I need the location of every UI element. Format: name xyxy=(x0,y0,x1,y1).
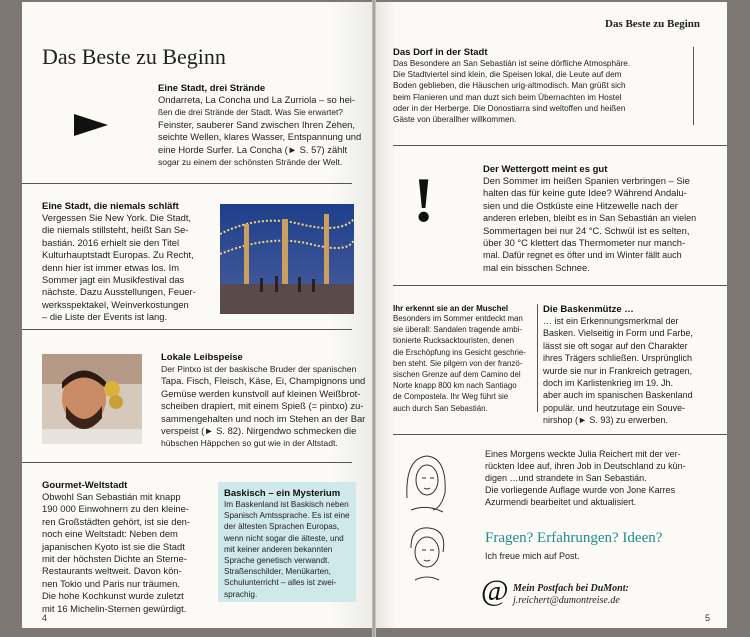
exclamation-mark: ! xyxy=(413,164,435,235)
section-heading: Die Baskenmütze … xyxy=(543,304,634,315)
bridge-night-photo xyxy=(220,204,354,314)
section-body: Besonders im Sommer entdeckt man sie überall: Sandalen tragende ambi- tionierte Rucksacktouristen, denen die Erschöpfung ins Gesicht geschrie- ben steht. Sie pilgern von der franzö- sischen Grenze auf dem Camino del Norte knapp 800 km nach Santiago de Compostela. Ihr Weg führt sie auch durch San Sebastián. xyxy=(393,314,526,413)
section-heading: Lokale Leibspeise xyxy=(161,352,243,363)
section-local-dish xyxy=(161,352,371,450)
page-number: 4 xyxy=(42,613,48,623)
page-number: 5 xyxy=(705,613,711,623)
section-three-beaches xyxy=(158,83,368,168)
running-head: Das Beste zu Beginn xyxy=(605,18,701,30)
box-heading: Baskisch – ein Mysterium xyxy=(224,488,341,499)
section-body: Den Sommer im heißen Spanien verbringen – Sie halten das für keine gute Idee? Während Andalu- sien und die Ostküste eine Hitzewelle nach der anderen erleben, bleibt es in San Sebastián an vielen Sommertagen bei nur 24 °C. Schwül ist es selten, über 30 °C klettert das Thermometer nur manch- mal. Dafür regnet es öfter und im Winter fällt auch mal ein bisschen Schnee. xyxy=(483,175,697,273)
page-title: Das Beste zu Beginn xyxy=(42,44,226,69)
mailbox-label: Mein Postfach bei DuMont: xyxy=(513,583,629,594)
section-body: Der Pintxo ist der baskische Bruder der spanischen Tapa. Fisch, Fleisch, Käse, Ei, Champignons und Gemüse werden kunstvoll auf kleinen Weißbrot- scheiben drapiert, mit einem Spieß (= pintxo) zu- sammengehalten und noch im Stehen an der Bar verspeist (► S. 82). Nirgendwo schmecken die hübschen Häppchen so gut wie in der Altstadt. xyxy=(161,364,366,449)
email-link[interactable]: j.reichert@dumontreise.de xyxy=(513,595,620,606)
section-village xyxy=(393,47,683,125)
book-spine xyxy=(372,0,376,637)
section-never-sleeps xyxy=(42,201,227,324)
section-gourmet xyxy=(42,480,222,615)
section-heading: Ihr erkennt sie an der Muschel xyxy=(393,304,509,313)
section-body: Obwohl San Sebastián mit knapp 190 000 Einwohnern zu den kleine- ren Großstädten gehört, ist sie den- noch eine Weltstadt: Neben dem japanischen Kyoto ist sie die Stadt mit der höchsten Dichte an Sterne- Restaurants weltweit. Davon kön- nen Tokio und Paris nur träumen. Die hohe Kochkunst wurde zuletzt mit 16 Michelin-Sternen gewürdigt. xyxy=(42,491,190,614)
feedback-subline: Ich freue mich auf Post. xyxy=(485,551,580,561)
section-body: Ondarreta, La Concha und La Zurriola – so hei- ßen die drei Strände der Stadt. Was Sie erwartet? Feinster, sauberer Sand zwischen Ihren Zehen, seichte Wellen, klares Wasser, Entspannung und eine Horde Surfer. La Concha (► S. 57) zählt sogar zu einem der schönsten Strände der Welt. xyxy=(158,94,362,168)
section-heading: Der Wettergott meint es gut xyxy=(483,164,608,175)
arrow-marker-icon xyxy=(72,112,112,138)
section-heading: Das Dorf in der Stadt xyxy=(393,47,488,58)
pintxo-man-photo xyxy=(42,354,142,444)
feedback-heading: Fragen? Erfahrungen? Ideen? xyxy=(485,530,663,546)
author-bio: Eines Morgens weckte Julia Reichert mit der ver- rückten Idee auf, ihren Job in Deutschland zu kün- digen …und strandete in San Sebastián. Die vorliegende Auflage wurde von Jone Karres Azurmendi bearbeitet und aktualisiert. xyxy=(485,449,686,507)
section-body: … ist ein Erkennungsmerkmal der Basken. Vielseitig in Form und Farbe, lässt sie oft sogar auf den Charakter ihres Trägers schließen. Ursprünglich wurde sie nur in Frankreich getragen, doch im Karlistenkrieg im 19. Jh. aber auch im spanischen Baskenland populär. und heutzutage ein Souve- nirshop (► S. 93) zu erwerben. xyxy=(543,316,693,426)
mailbox-info xyxy=(513,583,629,607)
basque-info-box xyxy=(218,482,356,602)
right-page xyxy=(375,2,727,628)
section-body: Das Besondere an San Sebastián ist seine dörfliche Atmosphäre. Die Stadtviertel sind klein, die Speisen lokal, die Leute auf dem Boden geblieben, die Häuschen urig-altmodisch. Man grüßt sich beim Flanieren und man duzt sich beim Übernachten im Hostel oder in der Herberge. Die Donostiarra sind weltoffen und heißen Gäste von überallher willkommen. xyxy=(393,59,631,125)
section-shell xyxy=(393,304,538,414)
box-body: Im Baskenland ist Baskisch neben Spanisch Amtssprache. Es ist eine der ältesten Sprachen Europas, wenn nicht sogar die älteste, und mit keiner anderen bekannten Sprache genetisch verwandt. Straßenschilder, Menükarten, Schulunterricht – alles ist zwei- sprachig. xyxy=(224,500,350,599)
at-sign-icon: @ xyxy=(481,574,509,607)
section-heading: Gourmet-Weltstadt xyxy=(42,480,128,491)
left-page xyxy=(22,2,372,628)
section-body: Vergessen Sie New York. Die Stadt, die niemals stillsteht, heißt San Se- bastián. 2016 erhielt sie den Titel Kulturhauptstadt Europas. Zu Recht, denn hier ist immer etwas los. Im Sommer jagt ein Musikfestival das nächste. Dazu Ausstellungen, Feuer- werksspektakel, Weinverkostungen – die Liste der Events ist lang. xyxy=(42,212,196,323)
section-heading: Eine Stadt, die niemals schläft xyxy=(42,201,179,212)
author-portraits xyxy=(397,448,453,588)
section-beret xyxy=(543,304,725,427)
section-weather xyxy=(483,164,723,274)
section-heading: Eine Stadt, drei Strände xyxy=(158,83,266,94)
